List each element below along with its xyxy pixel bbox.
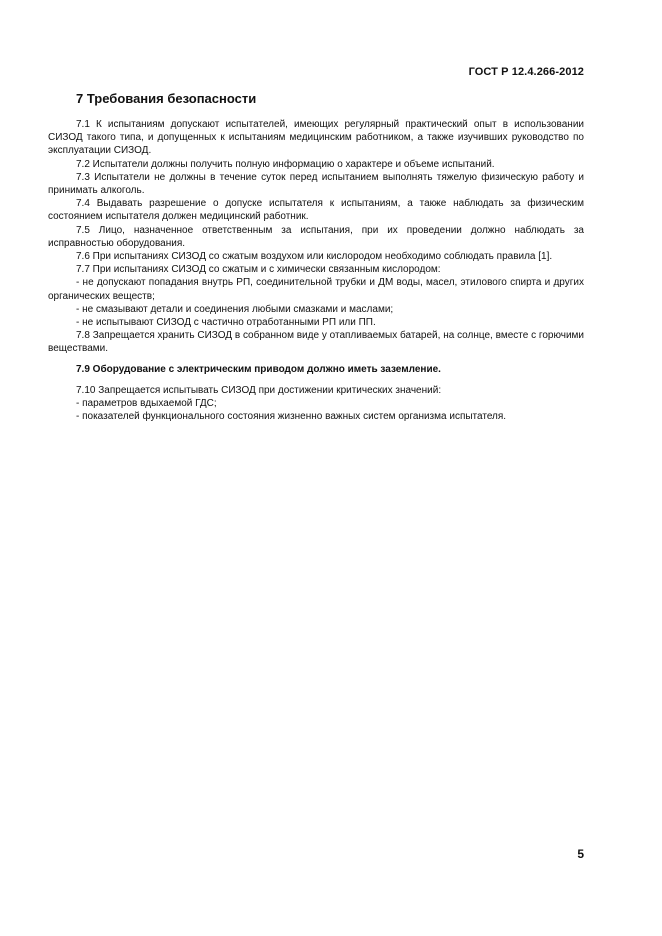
document-id: ГОСТ Р 12.4.266-2012: [468, 66, 584, 78]
list-item-7-10-b: - показателей функционального состояния жизненно важных систем организма испытателя.: [76, 411, 507, 423]
paragraph-7-1: 7.1 К испытаниям допускают испытателей, имеющих регулярный практический опыт в использовании СИЗОД такого типа, и допущенных к испытаниям медицинским работником, а также изучивших руководство по эксплуатации СИЗОД.: [48, 119, 584, 157]
paragraph-7-7: 7.7 При испытаниях СИЗОД со сжатым и с химически связанным кислородом:: [76, 264, 441, 276]
paragraph-7-6: 7.6 При испытаниях СИЗОД со сжатым воздухом или кислородом необходимо соблюдать правила [1].: [76, 251, 553, 263]
paragraph-7-8: 7.8 Запрещается хранить СИЗОД в собранном виде у отапливаемых батарей, на солнце, вместе с горючими веществами.: [48, 330, 584, 355]
paragraph-7-3: 7.3 Испытатели не должны в течение суток перед испытанием выполнять тяжелую физическую работу и принимать алкоголь.: [48, 171, 584, 197]
section-body: [48, 118, 584, 423]
list-item-7-7-c: - не испытывают СИЗОД с частично отработанными РП или ПП.: [76, 317, 376, 329]
list-item-7-7-b: - не смазывают детали и соединения любыми смазками и маслами;: [76, 303, 394, 315]
paragraph-7-9: 7.9 Оборудование с электрическим приводом должно иметь заземление.: [76, 363, 441, 375]
paragraph-7-4: 7.4 Выдавать разрешение о допуске испытателя к испытаниям, а также наблюдать за физическим состоянием испытателя должен медицинский работник.: [48, 198, 584, 223]
page-number: 5: [577, 847, 584, 861]
paragraph-7-10: 7.10 Запрещается испытывать СИЗОД при достижении критических значений:: [76, 384, 442, 396]
list-item-7-10-a: - параметров вдыхаемой ГДС;: [76, 398, 217, 410]
section-title: 7 Требования безопасности: [76, 91, 257, 106]
paragraph-7-5: 7.5 Лицо, назначенное ответственным за испытания, при их проведении должно наблюдать за исправностью оборудования.: [48, 224, 584, 249]
list-item-7-7-a: - не допускают попадания внутрь РП, соединительной трубки и ДМ воды, масел, этилового спирта и других органических веществ;: [48, 277, 584, 302]
paragraph-7-2: 7.2 Испытатели должны получить полную информацию о характере и объеме испытаний.: [76, 158, 495, 170]
